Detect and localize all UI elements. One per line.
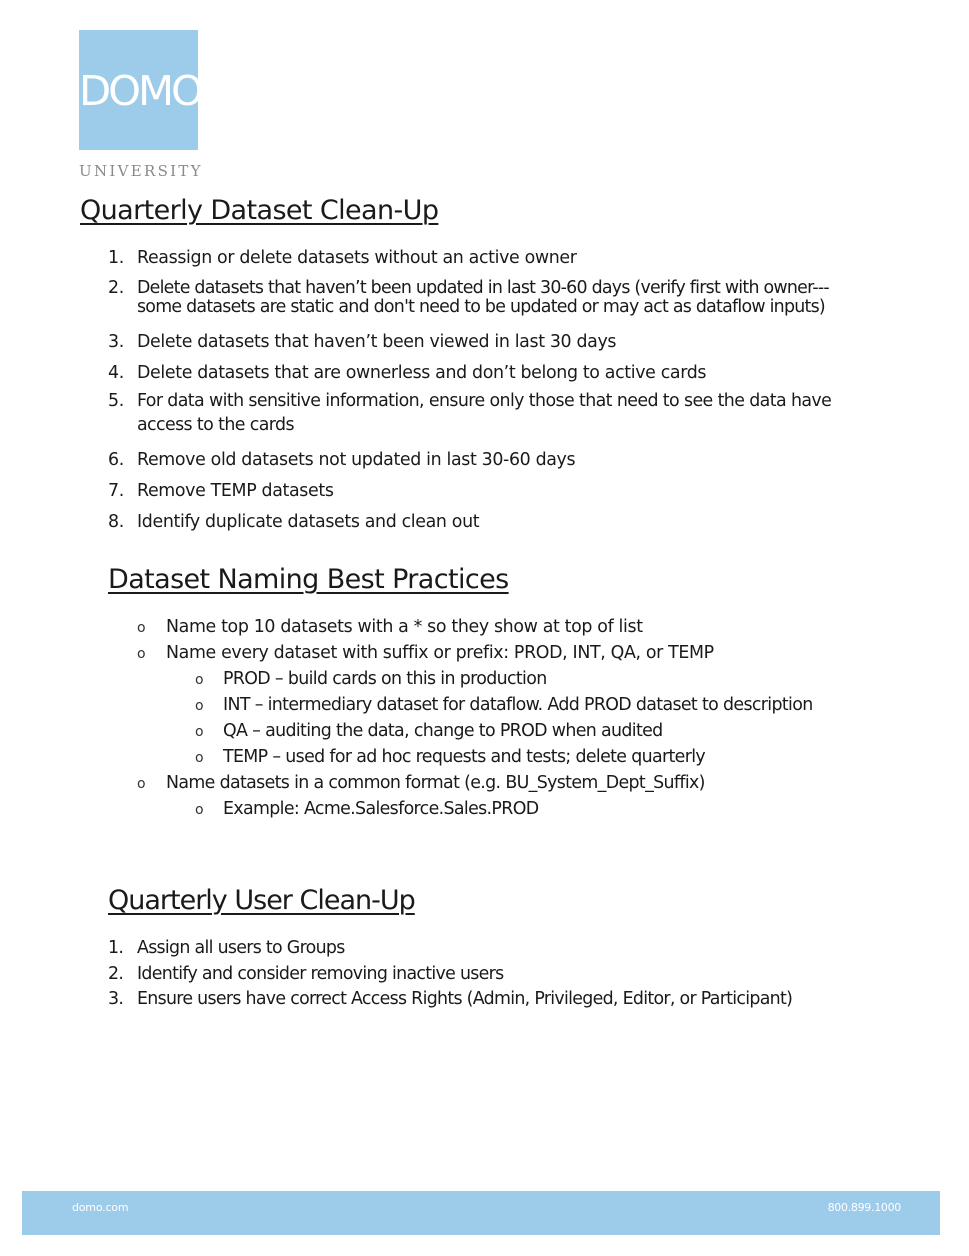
section-title-naming: Dataset Naming Best Practices — [108, 564, 509, 595]
list-item — [108, 512, 479, 532]
circle-bullet-icon: o — [195, 802, 203, 818]
list-item — [108, 989, 792, 1009]
list-item-text: Assign all users to Groups — [137, 938, 345, 958]
list-item — [108, 450, 575, 470]
section-title-user-cleanup: Quarterly User Clean-Up — [108, 885, 415, 916]
sub-bullet-item — [195, 721, 663, 741]
sub-bullet-item — [195, 747, 705, 767]
bullet-item-text: PROD – build cards on this in production — [223, 669, 547, 689]
list-number: 5. — [108, 391, 124, 411]
list-item-text: Identify and consider removing inactive users — [137, 964, 504, 984]
sub-bullet-item — [195, 799, 538, 819]
bullet-item-text: Name every dataset with suffix or prefix: PROD, INT, QA, or TEMP — [166, 643, 714, 663]
list-item — [108, 964, 503, 984]
list-item-text: Identify duplicate datasets and clean out — [137, 512, 480, 532]
circle-bullet-icon: o — [195, 750, 203, 766]
list-item — [108, 278, 829, 317]
bullet-item — [137, 643, 714, 663]
list-item — [108, 391, 831, 435]
list-item — [108, 481, 334, 501]
bullet-item-text: TEMP – used for ad hoc requests and tests; delete quarterly — [223, 747, 706, 767]
list-number: 8. — [108, 512, 124, 532]
list-item-text-cont: some datasets are static and don't need to be updated or may act as dataflow inputs) — [137, 297, 825, 317]
sub-bullet-item — [195, 669, 547, 689]
list-item-text: Ensure users have correct Access Rights (Admin, Privileged, Editor, or Participant) — [137, 989, 793, 1009]
list-item — [108, 248, 577, 268]
sub-bullet-item — [195, 695, 813, 715]
list-item-text: Remove old datasets not updated in last 30-60 days — [137, 450, 576, 470]
circle-bullet-icon: o — [195, 698, 203, 714]
bullet-item — [137, 773, 705, 793]
list-item-text: Remove TEMP datasets — [137, 481, 334, 501]
circle-bullet-icon: o — [137, 620, 146, 636]
list-item-text: For data with sensitive information, ensure only those that need to see the data have — [137, 391, 832, 411]
bullet-item-text: Example: Acme.Salesforce.Sales.PROD — [223, 799, 539, 819]
bullet-item-text: QA – auditing the data, change to PROD when audited — [223, 721, 663, 741]
list-number: 6. — [108, 450, 124, 470]
list-number: 7. — [108, 481, 124, 501]
circle-bullet-icon: o — [137, 646, 146, 662]
circle-bullet-icon: o — [137, 776, 145, 792]
list-item-text-cont: access to the cards — [137, 415, 294, 435]
list-item-text: Delete datasets that haven’t been viewed in last 30 days — [137, 332, 617, 352]
footer-phone: 800.899.1000 — [827, 1201, 901, 1214]
list-item — [108, 332, 616, 352]
section-title-dataset-cleanup: Quarterly Dataset Clean-Up — [80, 195, 439, 226]
list-item — [108, 938, 345, 958]
bullet-item-text: INT – intermediary dataset for dataflow. Add PROD dataset to description — [223, 695, 813, 715]
list-number: 2. — [108, 964, 124, 984]
list-number: 1. — [108, 938, 124, 958]
circle-bullet-icon: o — [195, 672, 203, 688]
logo-subtitle: UNIVERSITY — [79, 162, 203, 180]
list-item-text: Delete datasets that haven’t been updated in last 30-60 days (verify first with owner--- — [137, 278, 829, 298]
bullet-item — [137, 617, 643, 637]
page-footer — [22, 1191, 940, 1235]
logo-wordmark: DOMO — [79, 67, 201, 115]
bullet-item-text: Name top 10 datasets with a * so they show at top of list — [166, 617, 643, 637]
list-number: 3. — [108, 989, 124, 1009]
list-number: 4. — [108, 363, 124, 383]
bullet-item-text: Name datasets in a common format (e.g. BU_System_Dept_Suffix) — [166, 773, 705, 793]
list-number: 3. — [108, 332, 124, 352]
list-number: 2. — [108, 278, 124, 298]
list-number: 1. — [108, 248, 124, 268]
list-item-text: Reassign or delete datasets without an active owner — [137, 248, 577, 268]
footer-website: domo.com — [72, 1201, 129, 1214]
list-item-text: Delete datasets that are ownerless and don’t belong to active cards — [137, 363, 707, 383]
list-item — [108, 363, 706, 383]
circle-bullet-icon: o — [195, 724, 203, 740]
